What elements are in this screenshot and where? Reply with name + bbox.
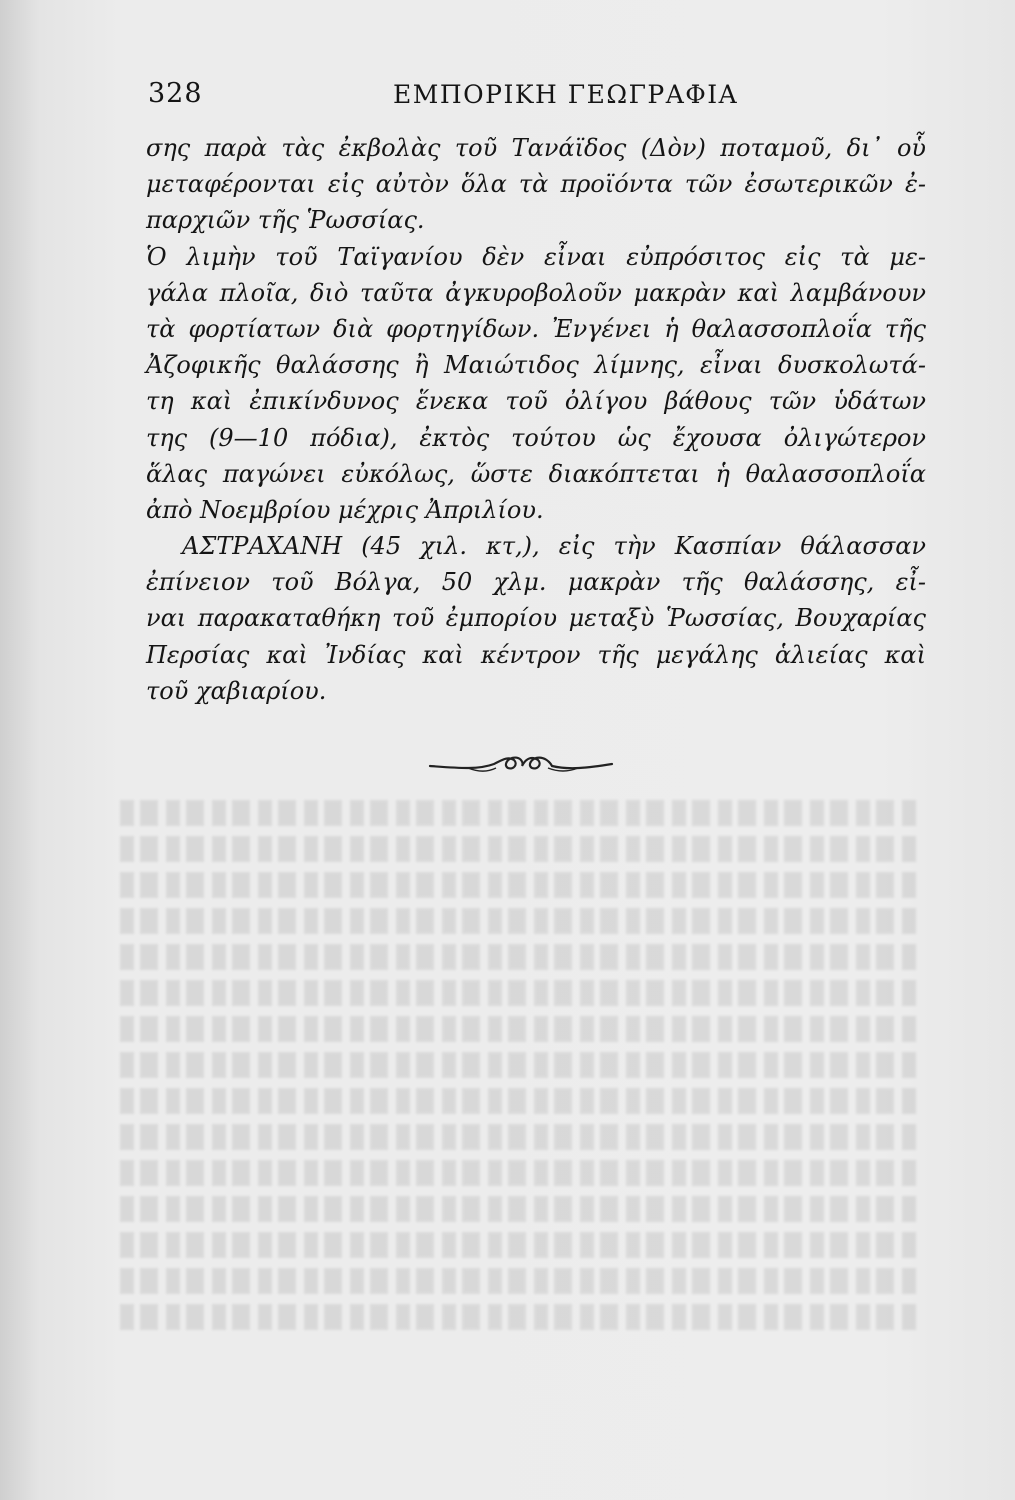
page-header — [148, 78, 918, 118]
running-title: ΕΜΠΟΡΙΚΗ ΓΕΩΓΡΑΦΙΑ — [393, 80, 739, 109]
text-line: ἐπίνειον τοῦ Βόλγα, 50 χλμ. μακρὰν τῆς θαλάσσης, εἶ- — [146, 568, 926, 597]
text-line: μεταφέρονται εἰς αὐτὸν ὅλα τὰ προϊόντα τῶν ἐσωτερικῶν ἐ- — [146, 170, 926, 199]
text-line: τοῦ χαβιαρίου. — [146, 676, 327, 705]
text-line: Ἀζοφικῆς θαλάσσης ἢ Μαιώτιδος λίμνης, εἶναι δυσκολωτά- — [146, 351, 926, 380]
text-line: τη καὶ ἐπικίνδυνος ἕνεκα τοῦ ὀλίγου βάθους τῶν ὑδάτων — [146, 387, 926, 416]
page-number: 328 — [148, 78, 203, 109]
text-line: ΑΣΤΡΑΧΑΝΗ (45 χιλ. κτ,), εἰς τὴν Κασπίαν θάλασσαν — [182, 532, 926, 561]
text-line: ἀπὸ Νοεμβρίου μέχρις Ἀπριλίου. — [146, 495, 544, 524]
text-line: Περσίας καὶ Ἰνδίας καὶ κέντρον τῆς μεγάλης ἁλιείας καὶ — [146, 640, 926, 669]
body-text — [146, 130, 926, 709]
text-line: ἅλας παγώνει εὐκόλως, ὥστε διακόπτεται ἡ θαλασσοπλοΐα — [146, 459, 926, 488]
tailpiece-flourish-icon — [428, 746, 614, 780]
text-line: παρχιῶν τῆς Ῥωσσίας. — [146, 206, 425, 235]
text-line: της (9—10 πόδια), ἐκτὸς τούτου ὡς ἔχουσα ὀλιγώτερον — [146, 423, 926, 452]
text-line: ναι παρακαταθήκη τοῦ ἐμπορίου μεταξὺ Ῥωσσίας, Βουχαρίας — [146, 604, 926, 633]
text-line: Ὁ λιμὴν τοῦ Ταϊγανίου δὲν εἶναι εὐπρόσιτος εἰς τὰ με- — [146, 242, 926, 271]
bleed-through-text — [120, 800, 920, 1360]
text-line: γάλα πλοῖα, διὸ ταῦτα ἀγκυροβολοῦν μακρὰν καὶ λαμβάνουν — [146, 278, 926, 307]
text-line: σης παρὰ τὰς ἐκβολὰς τοῦ Τανάϊδος (Δὸν) ποταμοῦ, δι᾽ οὗ — [146, 134, 926, 162]
text-line: τὰ φορτίατων διὰ φορτηγίδων. Ἐνγένει ἡ θαλασσοπλοΐα τῆς — [146, 314, 926, 343]
